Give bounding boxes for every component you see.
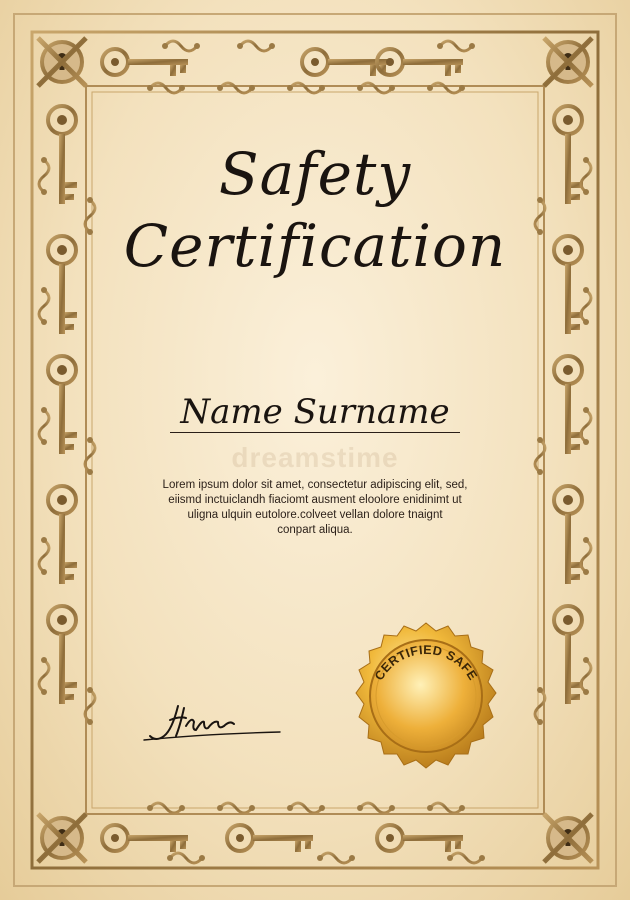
name-underline bbox=[170, 432, 460, 433]
title-line-1: Safety bbox=[218, 140, 412, 208]
seal-text: CERTIFIED SAFE bbox=[371, 642, 481, 683]
signature-icon bbox=[140, 698, 285, 748]
gold-seal-icon bbox=[338, 608, 514, 784]
body-line: conpart aliqua. bbox=[277, 524, 353, 536]
watermark-text: dreamstime bbox=[231, 442, 399, 473]
recipient-name: Name Surname bbox=[180, 392, 450, 432]
body-line: Lorem ipsum dolor sit amet, consectetur adipiscing elit, sed, bbox=[162, 479, 468, 491]
body-line: eiismd inctuiclandh fiaciomt ausment eloolore enidinimt ut bbox=[168, 494, 462, 506]
body-line: uligna ulquin eutolore.colveet vellan dolore tnaignt bbox=[187, 509, 443, 521]
certificate-body bbox=[140, 478, 490, 538]
title-line-2: Certification bbox=[123, 212, 507, 280]
